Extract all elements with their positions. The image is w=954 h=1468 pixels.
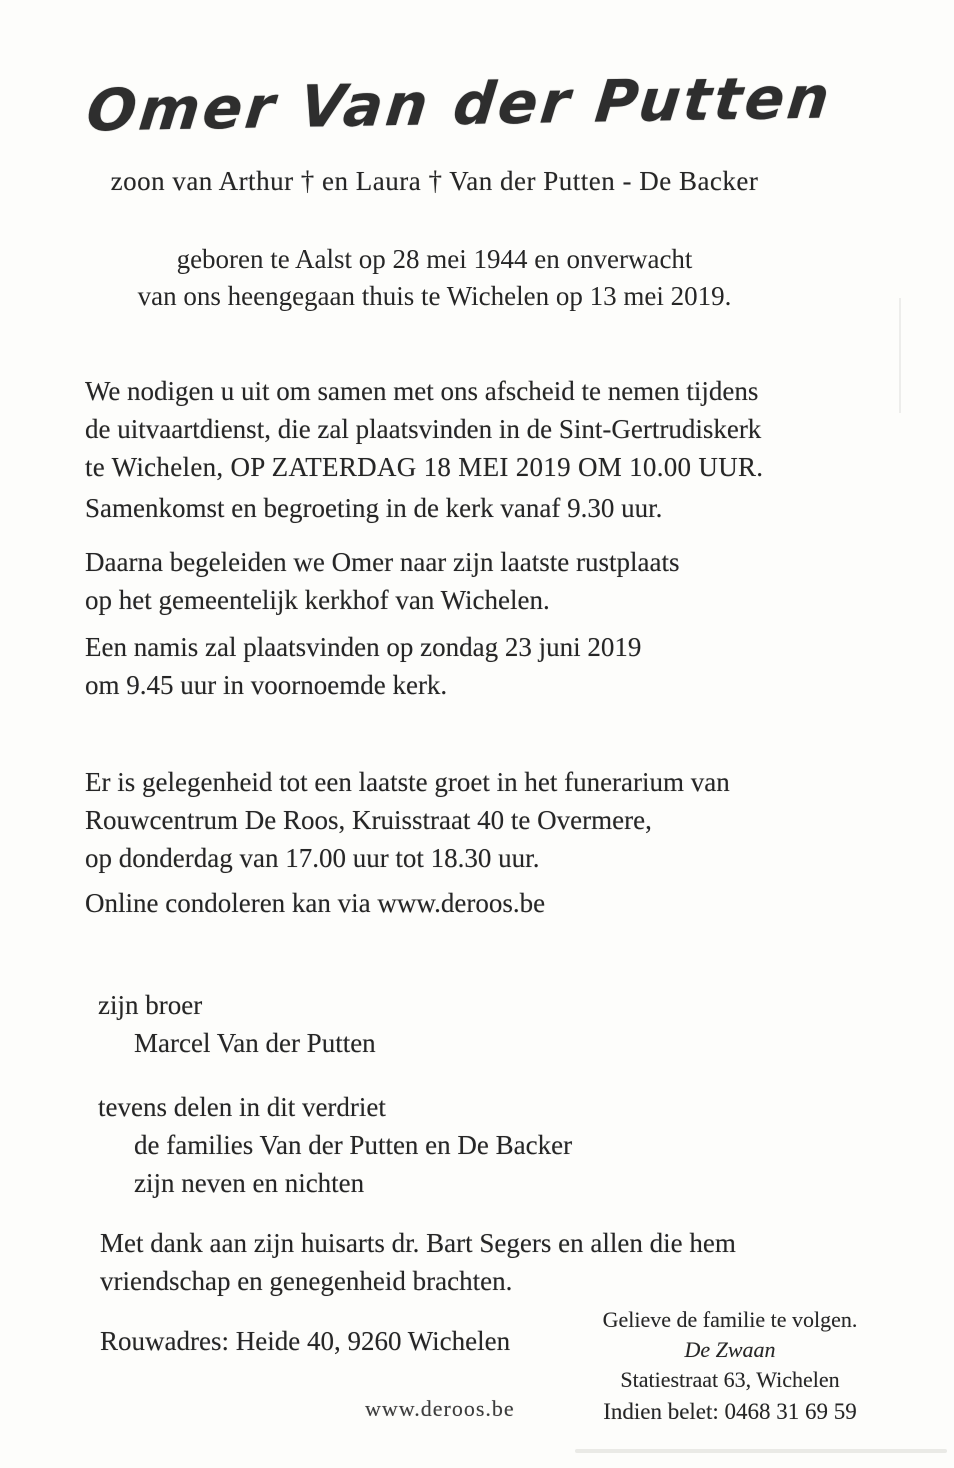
mourning-address-line: Rouwadres: Heide 40, 9260 Wichelen (100, 1326, 511, 1356)
funeral-home-address: Statiestraat 63, Wichelen (620, 1367, 840, 1392)
gathering-line: Samenkomst en begroeting in de kerk vanaf 9.30 uur. (85, 493, 663, 523)
condolences-line: Online condoleren kan via www.deroos.be (85, 888, 546, 918)
birth-line: geboren te Aalst op 28 mei 1944 en onverwacht (176, 244, 693, 274)
memorial-mass-line: om 9.45 uur in voornoemde kerk. (85, 670, 448, 700)
memorial-mass-paragraph (85, 628, 641, 704)
death-line: van ons heengegaan thuis te Wichelen op 13 mei 2019. (137, 281, 732, 311)
memorial-mass-line: Een namis zal plaatsvinden op zondag 23 juni 2019 (85, 632, 642, 662)
grief-label: tevens delen in dit verdriet (98, 1092, 386, 1122)
brother-label: zijn broer (98, 990, 203, 1020)
invitation-line: de uitvaartdienst, die zal plaatsvinden in de Sint-Gertrudiskerk (85, 414, 762, 444)
viewing-line: Er is gelegenheid tot een laatste groet in het funerarium van (85, 767, 730, 797)
invitation-paragraph (85, 372, 763, 486)
life-dates (0, 241, 869, 315)
brother-block (98, 986, 376, 1062)
viewing-paragraph (85, 763, 730, 877)
gathering-paragraph (85, 489, 662, 527)
viewing-line: Rouwcentrum De Roos, Kruisstraat 40 te Overmere, (85, 805, 652, 835)
follow-note: Gelieve de familie te volgen. (602, 1307, 858, 1332)
funeral-home-block (585, 1305, 875, 1427)
deceased-name: Omer Van der Putten (83, 63, 836, 145)
burial-line: op het gemeentelijk kerkhof van Wichelen. (85, 585, 550, 615)
families-line: de families Van der Putten en De Backer (134, 1130, 573, 1160)
scan-artifact-smudge (575, 1449, 947, 1453)
scan-artifact-line (899, 298, 901, 413)
parents-line: zoon van Arthur † en Laura † Van der Putten - De Backer (110, 166, 759, 196)
funeral-home-website: www.deroos.be (365, 1396, 515, 1421)
grieving-family-block (98, 1088, 572, 1202)
funeral-home-name: De Zwaan (684, 1337, 776, 1362)
brother-name: Marcel Van der Putten (134, 1028, 376, 1058)
relatives-line: zijn neven en nichten (134, 1168, 365, 1198)
condolences-paragraph (85, 884, 545, 922)
invitation-line: We nodigen u uit om samen met ons afscheid te nemen tijdens (85, 376, 759, 406)
thanks-line: Met dank aan zijn huisarts dr. Bart Segers en allen die hem (100, 1228, 736, 1258)
thanks-paragraph (100, 1224, 736, 1300)
mourning-address (100, 1322, 510, 1360)
burial-paragraph (85, 543, 679, 619)
burial-line: Daarna begeleiden we Omer naar zijn laatste rustplaats (85, 547, 680, 577)
thanks-line: vriendschap en genegenheid brachten. (100, 1266, 513, 1296)
funeral-home-phone: Indien belet: 0468 31 69 59 (603, 1399, 857, 1424)
viewing-line: op donderdag van 17.00 uur tot 18.30 uur. (85, 843, 540, 873)
invitation-line: te Wichelen, OP ZATERDAG 18 MEI 2019 OM 10.00 UUR. (85, 452, 764, 482)
